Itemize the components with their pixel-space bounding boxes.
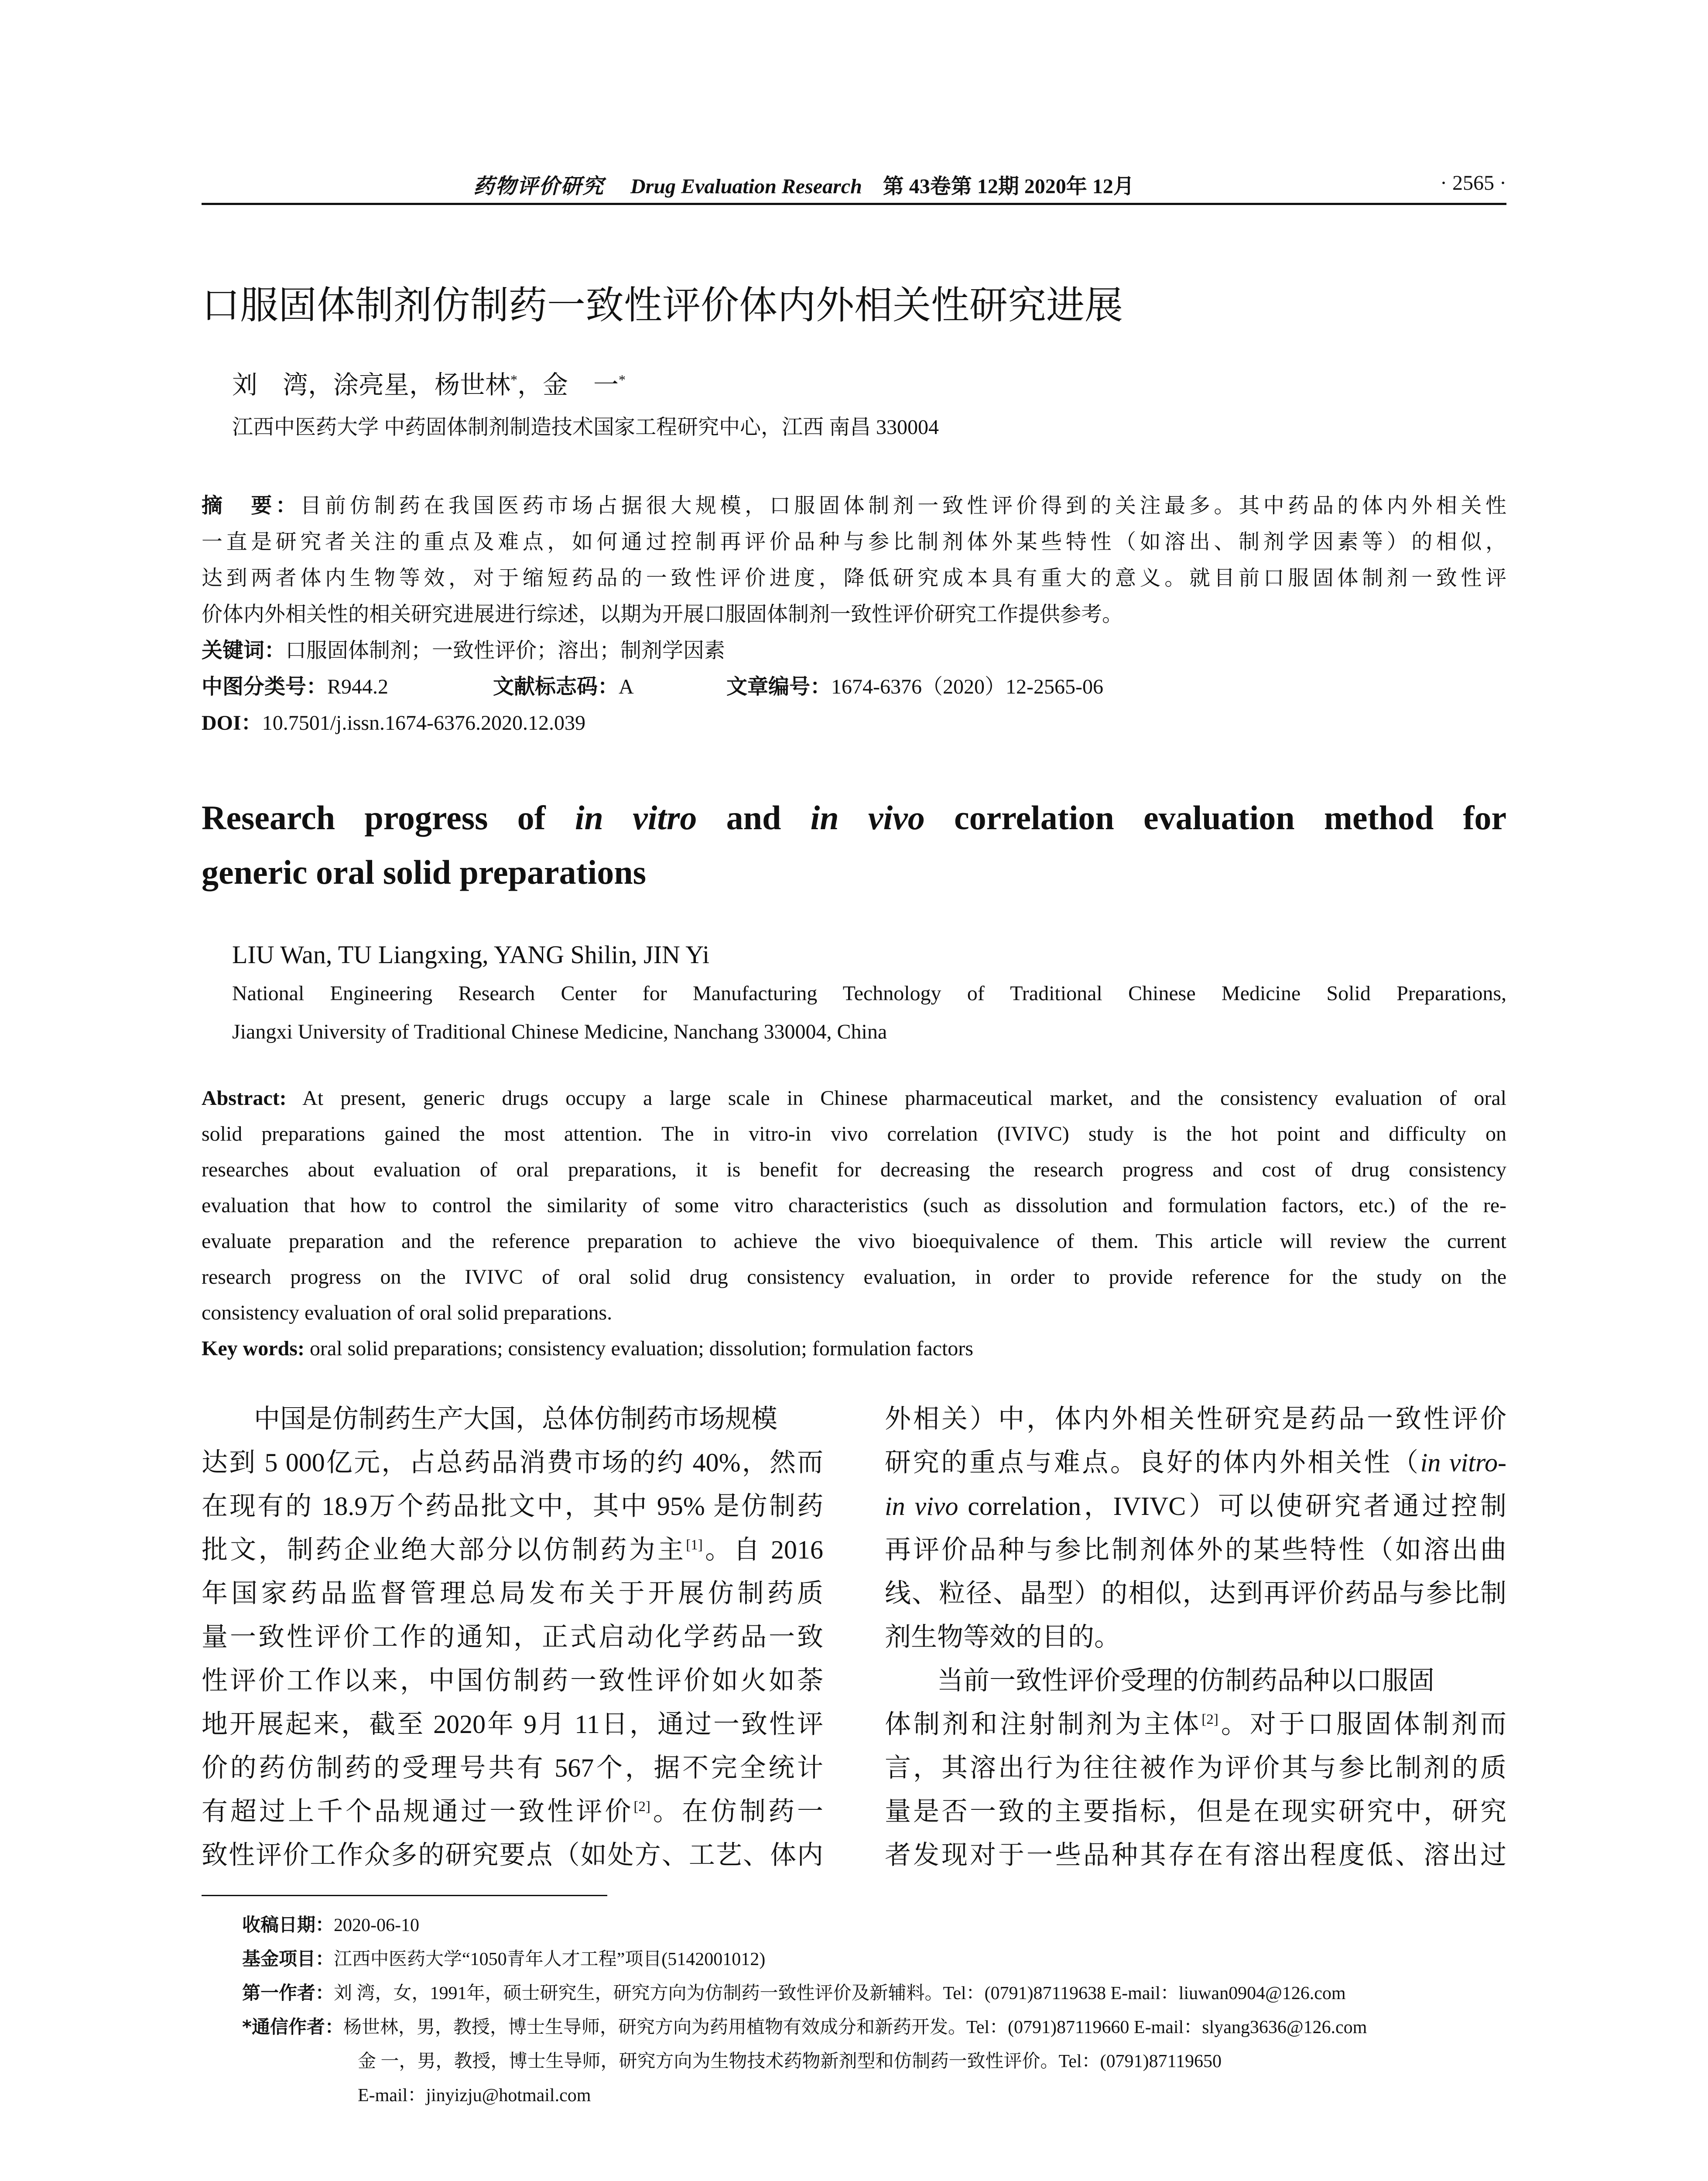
keywords-cn-label: 关键词： xyxy=(202,638,286,663)
abstract-en-text: At present, generic drugs occupy a large scale in Chinese pharmaceutical market, and the consistency evaluation of oral xyxy=(286,1087,1506,1110)
citation-ref[interactable]: [2] xyxy=(1201,1712,1219,1727)
first-author-label: 第一作者： xyxy=(242,1982,334,2003)
abstract-en-line: solid preparations gained the most attention. The in vitro-in vivo correlation (IVIVC) study is the hot point and difficulty on xyxy=(202,1122,1506,1145)
corr-mark: * xyxy=(619,372,626,388)
abstract-en-line: researches about evaluation of oral preparations, it is benefit for decreasing the research progress and cost of drug consistency xyxy=(202,1158,1506,1181)
body-right-line: 外相关）中，体内外相关性研究是药品一致性评价 xyxy=(885,1405,1506,1433)
abstract-en-line: consistency evaluation of oral solid preparations. xyxy=(202,1301,613,1324)
footnote-fund xyxy=(242,1945,765,1971)
article-number xyxy=(726,670,1103,700)
body-left-line xyxy=(202,1791,823,1828)
abstract-en-line xyxy=(202,1086,1506,1110)
abstract-en-line: research progress on the IVIVC of oral solid drug consistency evaluation, in order to provide reference for the study on the xyxy=(202,1265,1506,1289)
abstract-en-line: evaluate preparation and the reference preparation to achieve the vivo bioequivalence of them. This article will review the current xyxy=(202,1230,1506,1253)
body-right-line: 剂生物等效的目的。 xyxy=(885,1623,1120,1651)
title-en-part: correlation evaluation method for xyxy=(924,799,1506,837)
abstract-cn-text: 目前仿制药在我国医药市场占据很大规模，口服固体制剂一致性评价得到的关注最多。其中药品的体内外相关性 xyxy=(300,494,1506,517)
body-right-line: 当前一致性评价受理的仿制药品种以口服固 xyxy=(885,1666,1434,1695)
body-right-line: 量是否一致的主要指标，但是在现实研究中，研究 xyxy=(885,1797,1506,1826)
body-text: 。自 2016 xyxy=(702,1535,824,1564)
body-right-line: 者发现对于一些品种其存在有溶出程度低、溶出过 xyxy=(885,1841,1506,1870)
header-rule xyxy=(202,203,1506,205)
author-yang: 杨世林 xyxy=(435,371,511,399)
body-text-italic: in vitro- xyxy=(1420,1448,1506,1477)
body-right-line: 线、粒径、晶型）的相似，达到再评价药品与参比制 xyxy=(885,1579,1506,1608)
title-en-italic: in vivo xyxy=(810,799,925,837)
body-text: correlation，IVIVC）可以使研究者通过控制 xyxy=(958,1492,1506,1521)
authors-cn xyxy=(232,364,626,401)
title-en-part: Research progress of xyxy=(202,799,575,837)
abstract-en-line: evaluation that how to control the similarity of some vitro characteristics (such as dissolution and formulation factors, etc.) of the re- xyxy=(202,1194,1506,1217)
author-tu: 涂亮星， xyxy=(333,371,435,399)
page-number: · 2565 · xyxy=(1440,171,1506,195)
doi-value[interactable]: 10.7501/j.issn.1674-6376.2020.12.039 xyxy=(262,711,586,735)
title-en-italic: in vitro xyxy=(575,799,697,837)
issue-info: 第 43卷第 12期 2020年 12月 xyxy=(883,175,1134,198)
keywords-cn-text: 口服固体制剂；一致性评价；溶出；制剂学因素 xyxy=(285,639,726,662)
body-left-line: 在现有的 18.9万个药品批文中，其中 95% 是仿制药 xyxy=(202,1492,823,1521)
keywords-en xyxy=(202,1337,1506,1361)
doi xyxy=(202,706,585,736)
body-left-line: 价的药仿制药的受理号共有 567个，据不完全统计 xyxy=(202,1754,823,1782)
body-text: 体制剂和注射制剂为主体 xyxy=(885,1710,1202,1739)
footnote-first-author xyxy=(242,1979,1346,2005)
title-en-line xyxy=(202,798,1506,838)
body-right-line xyxy=(885,1485,1506,1523)
body-text: 研究的重点与难点。良好的体内外相关性（ xyxy=(885,1448,1420,1477)
body-text: 批文，制药企业绝大部分以仿制药为主 xyxy=(202,1535,686,1564)
body-text: 有超过上千个品规通过一致性评价 xyxy=(202,1797,634,1826)
keywords-cn xyxy=(202,633,725,663)
journal-logo: 药物评价研究 xyxy=(473,174,605,198)
article-number-label: 文章编号： xyxy=(726,674,832,699)
footnote-rule xyxy=(202,1895,607,1896)
title-en-line: generic oral solid preparations xyxy=(202,853,646,891)
running-header xyxy=(473,169,1708,199)
abstract-en-label: Abstract: xyxy=(202,1087,287,1110)
body-left-line xyxy=(202,1529,823,1566)
body-left-line: 年国家药品监督管理总局发布关于开展仿制药质 xyxy=(202,1579,823,1608)
keywords-en-text: oral solid preparations; consistency evaluation; dissolution; formulation factors xyxy=(304,1337,973,1360)
doc-code-label: 文献标志码： xyxy=(493,674,619,699)
corr-mark: * xyxy=(510,372,517,388)
first-author-value: 刘 湾，女，1991年，硕士研究生，研究方向为仿制药一致性评价及新辅料。Tel：(0791)87119638 E-mail：liuwan0904@126.com xyxy=(334,1983,1346,2003)
citation-ref[interactable]: [2] xyxy=(633,1799,650,1815)
doc-code xyxy=(493,670,634,700)
title-en-part: and xyxy=(697,799,811,837)
fund-label: 基金项目： xyxy=(242,1948,334,1969)
abstract-cn-line: 一直是研究者关注的重点及难点，如何通过控制再评价品种与参比制剂体外某些特性（如溶出、制剂学因素等）的相似， xyxy=(202,530,1506,554)
body-left-line: 达到 5 000亿元，占总药品消费市场的约 40%，然而 xyxy=(202,1448,823,1477)
abstract-cn-line: 达到两者体内生物等效，对于缩短药品的一致性评价进度，降低研究成本具有重大的意义。就目前口服固体制剂一致性评 xyxy=(202,567,1506,590)
footnote-corresponding xyxy=(242,2013,1367,2039)
abstract-cn-line xyxy=(202,489,1506,519)
body-text: 。对于口服固体制剂而 xyxy=(1218,1710,1507,1739)
body-text-italic: in vivo xyxy=(885,1492,958,1521)
authors-en: LIU Wan, TU Liangxing, YANG Shilin, JIN Yi xyxy=(232,940,710,969)
author-liu: 刘 湾， xyxy=(232,371,334,399)
body-left-line: 中国是仿制药生产大国，总体仿制药市场规模 xyxy=(202,1405,777,1433)
journal-name-en: Drug Evaluation Research xyxy=(630,175,862,198)
received-label: 收稿日期： xyxy=(242,1914,334,1935)
author-sep: ， xyxy=(517,371,543,399)
body-right-line xyxy=(885,1442,1506,1479)
body-left-line: 地开展起来，截至 2020年 9月 11日，通过一致性评 xyxy=(202,1710,823,1739)
affiliation-cn: 江西中医药大学 中药固体制剂制造技术国家工程研究中心，江西 南昌 330004 xyxy=(232,416,939,439)
title-cn: 口服固体制剂仿制药一致性评价体内外相关性研究进展 xyxy=(202,283,1123,328)
body-right-line: 言，其溶出行为往往被作为评价其与参比制剂的质 xyxy=(885,1754,1506,1782)
fund-value: 江西中医药大学“1050青年人才工程”项目(5142001012) xyxy=(334,1949,766,1969)
footnote-received xyxy=(242,1911,419,1937)
author-jin: 金 一 xyxy=(543,371,619,399)
citation-ref[interactable]: [1] xyxy=(686,1537,703,1553)
abstract-cn-label: 摘 要： xyxy=(202,493,301,518)
keywords-en-label: Key words: xyxy=(202,1337,305,1360)
affiliation-en-line: National Engineering Research Center for Manufacturing Technology of Traditional Chinese Medicine Solid Preparations, xyxy=(232,982,1506,1005)
body-left-line: 致性评价工作众多的研究要点（如处方、工艺、体内 xyxy=(202,1841,823,1870)
footnote-corresponding-3: E-mail：jinyizju@hotmail.com xyxy=(358,2085,591,2106)
received-value: 2020-06-10 xyxy=(334,1915,419,1935)
doi-label: DOI： xyxy=(202,711,262,735)
body-right-line: 再评价品种与参比制剂体外的某些特性（如溶出曲 xyxy=(885,1535,1506,1564)
affiliation-en-line: Jiangxi University of Traditional Chinese Medicine, Nanchang 330004, China xyxy=(232,1020,887,1043)
clc-label: 中图分类号： xyxy=(202,674,328,699)
corr-value: 杨世林，男，教授，博士生导师，研究方向为药用植物有效成分和新药开发。Tel：(0791)87119660 E-mail：slyang3636@126.com xyxy=(343,2017,1367,2037)
abstract-cn-line: 价体内外相关性的相关研究进展进行综述，以期为开展口服固体制剂一致性评价研究工作提供参考。 xyxy=(202,603,1123,626)
article-number-value: 1674-6376（2020）12-2565-06 xyxy=(831,675,1103,698)
corr-label: *通信作者： xyxy=(242,2016,343,2037)
body-text: 。在仿制药一 xyxy=(650,1797,824,1826)
footnote-corresponding-2: 金 一，男，教授，博士生导师，研究方向为生物技术药物新剂型和仿制药一致性评价。Tel：(0791)87119650 xyxy=(358,2051,1222,2072)
body-right-line xyxy=(885,1703,1506,1741)
clc-value: R944.2 xyxy=(327,675,389,698)
clc-number xyxy=(202,670,388,700)
body-left-line: 性评价工作以来，中国仿制药一致性评价如火如荼 xyxy=(202,1666,823,1695)
body-left-line: 量一致性评价工作的通知，正式启动化学药品一致 xyxy=(202,1623,823,1651)
doc-code-value: A xyxy=(619,675,634,698)
